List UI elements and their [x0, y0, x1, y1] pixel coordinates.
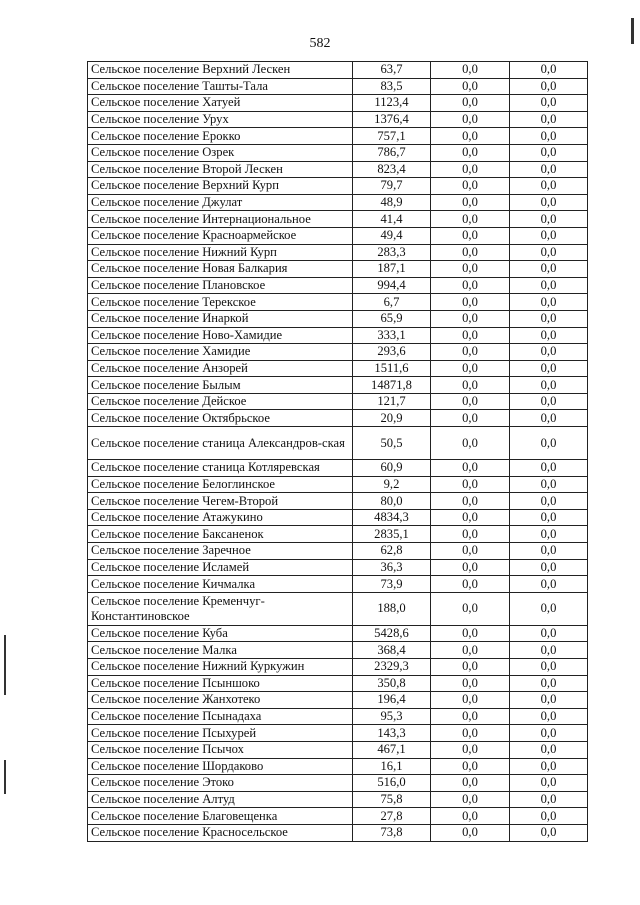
value-cell: 0,0 [431, 227, 510, 244]
value-cell: 0,0 [431, 211, 510, 228]
value-cell: 0,0 [510, 791, 588, 808]
value-cell: 0,0 [431, 310, 510, 327]
settlement-name-cell: Сельское поселение Псыхурей [88, 725, 353, 742]
settlement-name-cell: Сельское поселение Псынадаха [88, 708, 353, 725]
value-cell: 48,9 [353, 194, 431, 211]
settlement-name-cell: Сельское поселение Дейское [88, 393, 353, 410]
value-cell: 0,0 [431, 460, 510, 477]
settlement-name-cell: Сельское поселение Верхний Лескен [88, 62, 353, 79]
value-cell: 0,0 [431, 194, 510, 211]
value-cell: 0,0 [431, 526, 510, 543]
value-cell: 0,0 [431, 692, 510, 709]
value-cell: 0,0 [431, 509, 510, 526]
value-cell: 0,0 [510, 244, 588, 261]
value-cell: 0,0 [510, 659, 588, 676]
value-cell: 0,0 [510, 824, 588, 841]
value-cell: 73,9 [353, 576, 431, 593]
value-cell: 83,5 [353, 78, 431, 95]
value-cell: 0,0 [431, 62, 510, 79]
table-row [88, 476, 588, 493]
settlement-name-cell: Сельское поселение Красносельское [88, 824, 353, 841]
value-cell: 50,5 [353, 427, 431, 460]
value-cell: 0,0 [431, 178, 510, 195]
settlement-name-cell: Сельское поселение Ново-Хамидие [88, 327, 353, 344]
value-cell: 0,0 [431, 592, 510, 625]
settlement-name-cell: Сельское поселение Второй Лескен [88, 161, 353, 178]
settlement-name-cell: Сельское поселение Псыншоко [88, 675, 353, 692]
settlement-name-cell: Сельское поселение Этоко [88, 775, 353, 792]
table-row [88, 178, 588, 195]
value-cell: 0,0 [510, 194, 588, 211]
value-cell: 994,4 [353, 277, 431, 294]
value-cell: 0,0 [431, 410, 510, 427]
table-row [88, 725, 588, 742]
value-cell: 0,0 [510, 725, 588, 742]
value-cell: 0,0 [431, 161, 510, 178]
value-cell: 0,0 [510, 360, 588, 377]
settlement-name-cell: Сельское поселение Заречное [88, 543, 353, 560]
value-cell: 0,0 [510, 758, 588, 775]
value-cell: 0,0 [510, 775, 588, 792]
table-row [88, 95, 588, 112]
value-cell: 0,0 [431, 377, 510, 394]
value-cell: 41,4 [353, 211, 431, 228]
value-cell: 0,0 [510, 509, 588, 526]
table-row [88, 128, 588, 145]
table-row [88, 526, 588, 543]
value-cell: 0,0 [431, 725, 510, 742]
settlement-name-cell: Сельское поселение Джулат [88, 194, 353, 211]
table-row [88, 659, 588, 676]
value-cell: 143,3 [353, 725, 431, 742]
value-cell: 0,0 [510, 576, 588, 593]
settlement-name-cell: Сельское поселение станица Котляревская [88, 460, 353, 477]
value-cell: 0,0 [510, 377, 588, 394]
value-cell: 0,0 [431, 244, 510, 261]
value-cell: 65,9 [353, 310, 431, 327]
value-cell: 0,0 [510, 692, 588, 709]
table-row [88, 559, 588, 576]
table-row [88, 211, 588, 228]
table-row [88, 310, 588, 327]
settlement-name-cell: Сельское поселение Кременчуг-Константиновское [88, 592, 353, 625]
settlement-name-cell: Сельское поселение Ташты-Тала [88, 78, 353, 95]
table-row [88, 344, 588, 361]
table-row [88, 62, 588, 79]
value-cell: 1511,6 [353, 360, 431, 377]
value-cell: 49,4 [353, 227, 431, 244]
table-row [88, 543, 588, 560]
value-cell: 0,0 [510, 277, 588, 294]
value-cell: 757,1 [353, 128, 431, 145]
settlement-name-cell: Сельское поселение Белоглинское [88, 476, 353, 493]
value-cell: 0,0 [431, 625, 510, 642]
value-cell: 0,0 [510, 526, 588, 543]
value-cell: 80,0 [353, 493, 431, 510]
value-cell: 196,4 [353, 692, 431, 709]
table-row [88, 327, 588, 344]
value-cell: 0,0 [431, 111, 510, 128]
budget-table [87, 61, 588, 842]
table-row [88, 675, 588, 692]
table-row [88, 741, 588, 758]
value-cell: 0,0 [510, 708, 588, 725]
table-row [88, 161, 588, 178]
value-cell: 1376,4 [353, 111, 431, 128]
table-row [88, 509, 588, 526]
table-row [88, 493, 588, 510]
value-cell: 0,0 [431, 128, 510, 145]
value-cell: 0,0 [431, 659, 510, 676]
settlement-name-cell: Сельское поселение Шордаково [88, 758, 353, 775]
scan-edge-mark [4, 635, 6, 695]
settlement-name-cell: Сельское поселение Баксаненок [88, 526, 353, 543]
table-row [88, 758, 588, 775]
settlement-name-cell: Сельское поселение Нижний Курп [88, 244, 353, 261]
value-cell: 0,0 [510, 476, 588, 493]
value-cell: 0,0 [431, 277, 510, 294]
value-cell: 0,0 [431, 758, 510, 775]
settlement-name-cell: Сельское поселение Куба [88, 625, 353, 642]
value-cell: 0,0 [431, 741, 510, 758]
table-row [88, 808, 588, 825]
value-cell: 0,0 [510, 62, 588, 79]
settlement-name-cell: Сельское поселение Чегем-Второй [88, 493, 353, 510]
settlement-name-cell: Сельское поселение Урух [88, 111, 353, 128]
settlement-name-cell: Сельское поселение Былым [88, 377, 353, 394]
page-number: 582 [309, 36, 331, 51]
table-row [88, 625, 588, 642]
table-row [88, 410, 588, 427]
table-row [88, 775, 588, 792]
value-cell: 0,0 [510, 144, 588, 161]
value-cell: 0,0 [431, 543, 510, 560]
value-cell: 0,0 [431, 824, 510, 841]
table-row [88, 360, 588, 377]
settlement-name-cell: Сельское поселение Нижний Куркужин [88, 659, 353, 676]
value-cell: 0,0 [510, 227, 588, 244]
value-cell: 333,1 [353, 327, 431, 344]
value-cell: 0,0 [510, 642, 588, 659]
table-row [88, 460, 588, 477]
value-cell: 823,4 [353, 161, 431, 178]
value-cell: 6,7 [353, 294, 431, 311]
value-cell: 516,0 [353, 775, 431, 792]
settlement-name-cell: Сельское поселение Хатуей [88, 95, 353, 112]
value-cell: 0,0 [510, 161, 588, 178]
table-row [88, 244, 588, 261]
value-cell: 121,7 [353, 393, 431, 410]
scan-edge-mark [4, 760, 6, 794]
value-cell: 0,0 [431, 642, 510, 659]
value-cell: 0,0 [510, 310, 588, 327]
table-row [88, 576, 588, 593]
table-row [88, 194, 588, 211]
value-cell: 0,0 [431, 360, 510, 377]
settlement-name-cell: Сельское поселение Новая Балкария [88, 261, 353, 278]
settlement-name-cell: Сельское поселение Анзорей [88, 360, 353, 377]
value-cell: 0,0 [510, 95, 588, 112]
value-cell: 0,0 [431, 808, 510, 825]
value-cell: 0,0 [510, 543, 588, 560]
value-cell: 0,0 [510, 393, 588, 410]
value-cell: 62,8 [353, 543, 431, 560]
scan-edge-mark [631, 18, 634, 44]
value-cell: 0,0 [510, 111, 588, 128]
value-cell: 0,0 [510, 294, 588, 311]
settlement-name-cell: Сельское поселение Октябрьское [88, 410, 353, 427]
value-cell: 0,0 [510, 625, 588, 642]
value-cell: 0,0 [510, 460, 588, 477]
value-cell: 0,0 [431, 476, 510, 493]
value-cell: 0,0 [510, 327, 588, 344]
value-cell: 4834,3 [353, 509, 431, 526]
settlement-name-cell: Сельское поселение Хамидие [88, 344, 353, 361]
value-cell: 36,3 [353, 559, 431, 576]
table-row [88, 427, 588, 460]
settlement-name-cell: Сельское поселение Терекское [88, 294, 353, 311]
table-row [88, 111, 588, 128]
table-row [88, 692, 588, 709]
value-cell: 16,1 [353, 758, 431, 775]
table-row [88, 708, 588, 725]
value-cell: 786,7 [353, 144, 431, 161]
table-row [88, 294, 588, 311]
value-cell: 350,8 [353, 675, 431, 692]
value-cell: 187,1 [353, 261, 431, 278]
settlement-name-cell: Сельское поселение Красноармейское [88, 227, 353, 244]
value-cell: 0,0 [510, 211, 588, 228]
value-cell: 0,0 [431, 576, 510, 593]
value-cell: 0,0 [431, 393, 510, 410]
value-cell: 63,7 [353, 62, 431, 79]
table-row [88, 791, 588, 808]
value-cell: 5428,6 [353, 625, 431, 642]
table-row [88, 227, 588, 244]
table-body [88, 62, 588, 842]
value-cell: 0,0 [510, 559, 588, 576]
value-cell: 0,0 [431, 327, 510, 344]
value-cell: 73,8 [353, 824, 431, 841]
settlement-name-cell: Сельское поселение Псычох [88, 741, 353, 758]
value-cell: 0,0 [510, 675, 588, 692]
settlement-name-cell: Сельское поселение Малка [88, 642, 353, 659]
value-cell: 0,0 [431, 427, 510, 460]
value-cell: 2835,1 [353, 526, 431, 543]
settlement-name-cell: Сельское поселение Алтуд [88, 791, 353, 808]
value-cell: 467,1 [353, 741, 431, 758]
table-row [88, 261, 588, 278]
value-cell: 0,0 [431, 344, 510, 361]
table-row [88, 592, 588, 625]
value-cell: 368,4 [353, 642, 431, 659]
value-cell: 0,0 [431, 775, 510, 792]
value-cell: 0,0 [510, 427, 588, 460]
table-row [88, 824, 588, 841]
value-cell: 0,0 [510, 261, 588, 278]
settlement-name-cell: Сельское поселение Благовещенка [88, 808, 353, 825]
value-cell: 0,0 [431, 791, 510, 808]
settlement-name-cell: Сельское поселение Атажукино [88, 509, 353, 526]
value-cell: 0,0 [510, 741, 588, 758]
value-cell: 79,7 [353, 178, 431, 195]
value-cell: 14871,8 [353, 377, 431, 394]
value-cell: 0,0 [431, 559, 510, 576]
value-cell: 0,0 [510, 178, 588, 195]
value-cell: 0,0 [510, 344, 588, 361]
value-cell: 0,0 [510, 78, 588, 95]
settlement-name-cell: Сельское поселение Плановское [88, 277, 353, 294]
value-cell: 0,0 [431, 261, 510, 278]
value-cell: 0,0 [431, 78, 510, 95]
table-row [88, 393, 588, 410]
settlement-name-cell: Сельское поселение Озрек [88, 144, 353, 161]
value-cell: 60,9 [353, 460, 431, 477]
value-cell: 0,0 [431, 675, 510, 692]
settlement-name-cell: Сельское поселение Кичмалка [88, 576, 353, 593]
value-cell: 27,8 [353, 808, 431, 825]
settlement-name-cell: Сельское поселение Верхний Курп [88, 178, 353, 195]
value-cell: 9,2 [353, 476, 431, 493]
value-cell: 0,0 [431, 95, 510, 112]
value-cell: 188,0 [353, 592, 431, 625]
value-cell: 0,0 [431, 144, 510, 161]
value-cell: 0,0 [510, 128, 588, 145]
settlement-name-cell: Сельское поселение Исламей [88, 559, 353, 576]
value-cell: 20,9 [353, 410, 431, 427]
value-cell: 0,0 [510, 410, 588, 427]
value-cell: 283,3 [353, 244, 431, 261]
value-cell: 0,0 [510, 493, 588, 510]
value-cell: 1123,4 [353, 95, 431, 112]
value-cell: 0,0 [431, 493, 510, 510]
table-row [88, 144, 588, 161]
value-cell: 0,0 [510, 592, 588, 625]
value-cell: 0,0 [510, 808, 588, 825]
settlement-name-cell: Сельское поселение Жанхотеко [88, 692, 353, 709]
table-row [88, 277, 588, 294]
value-cell: 0,0 [431, 294, 510, 311]
settlement-name-cell: Сельское поселение станица Александров-ская [88, 427, 353, 460]
settlement-name-cell: Сельское поселение Инаркой [88, 310, 353, 327]
table-row [88, 377, 588, 394]
value-cell: 293,6 [353, 344, 431, 361]
table-row [88, 78, 588, 95]
value-cell: 75,8 [353, 791, 431, 808]
settlement-name-cell: Сельское поселение Ерокко [88, 128, 353, 145]
value-cell: 95,3 [353, 708, 431, 725]
value-cell: 0,0 [431, 708, 510, 725]
settlement-name-cell: Сельское поселение Интернациональное [88, 211, 353, 228]
value-cell: 2329,3 [353, 659, 431, 676]
table-row [88, 642, 588, 659]
